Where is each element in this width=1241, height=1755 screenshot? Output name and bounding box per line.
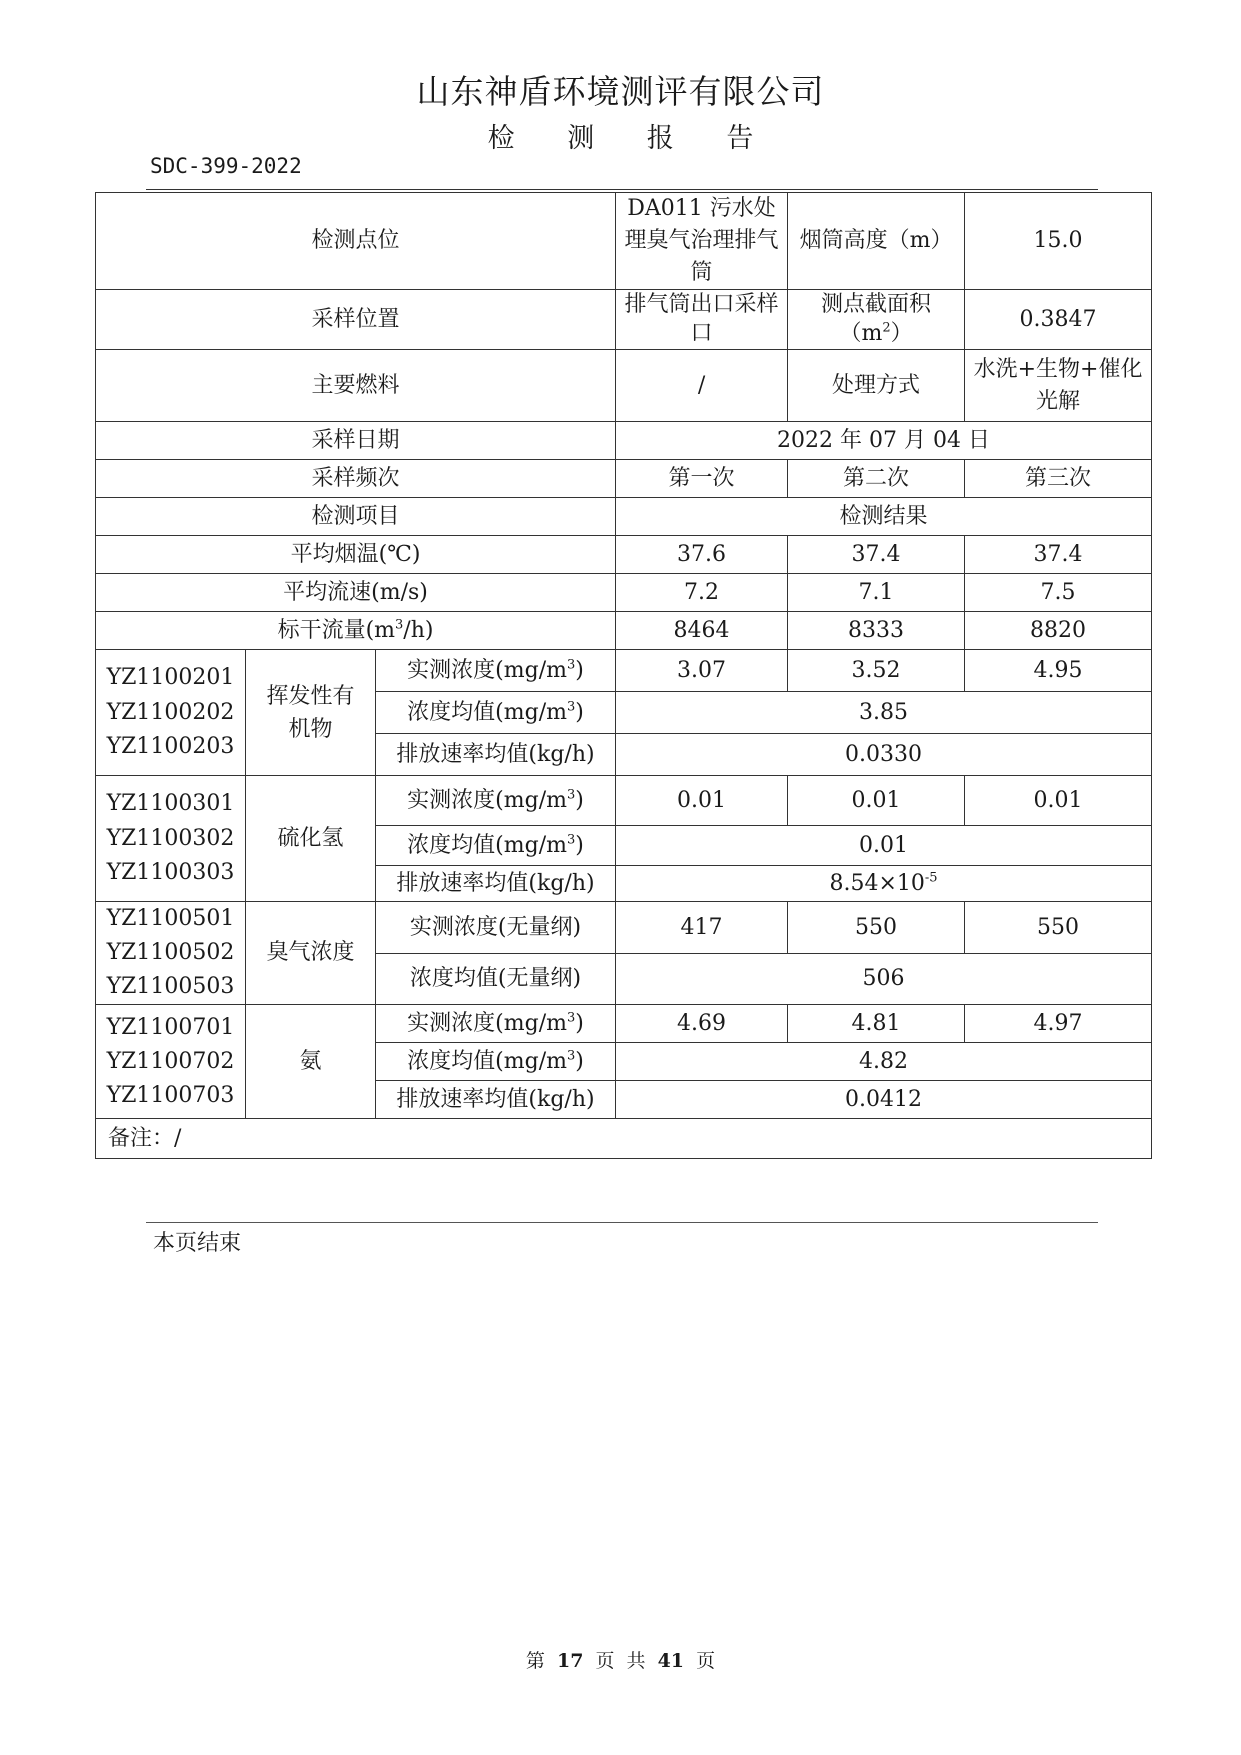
h2s-rate-label: 排放速率均值(kg/h) (376, 866, 616, 902)
freq-2: 第二次 (788, 460, 965, 498)
stack-height-label: 烟筒高度（m） (788, 193, 965, 290)
current-page: 17 (556, 1650, 584, 1672)
odor-name: 臭气浓度 (246, 902, 376, 1005)
nh3-measured-label: 实测浓度$(mg/m^3)$ (376, 1005, 616, 1043)
voc-avg: 3.85 (616, 692, 1152, 734)
fuel-label: 主要燃料 (96, 350, 616, 422)
h2s-codes: YZ1100301 YZ1100302 YZ1100303 (96, 776, 246, 902)
speed-2: 7.1 (788, 574, 965, 612)
table-row (96, 574, 1152, 612)
h2s-avg-label: 浓度均值$(mg/m^3)$ (376, 826, 616, 866)
point-label: 检测点位 (96, 193, 616, 290)
h2s-measured-3: 0.01 (965, 776, 1152, 826)
table-row (96, 350, 1152, 422)
area-label: 测点截面积$(m^2)$ (788, 289, 965, 349)
voc-name: 挥发性有机物 (246, 650, 376, 776)
fuel-value: / (616, 350, 788, 422)
flow-3: 8820 (965, 612, 1152, 650)
area-value: 0.3847 (965, 289, 1152, 349)
odor-measured-1: 417 (616, 902, 788, 954)
speed-1: 7.2 (616, 574, 788, 612)
temp-3: 37.4 (965, 536, 1152, 574)
table-row (96, 289, 1152, 349)
point-value: DA011 污水处理臭气治理排气筒 (616, 193, 788, 290)
treatment-value: 水洗+生物+催化光解 (965, 350, 1152, 422)
date-label: 采样日期 (96, 422, 616, 460)
h2s-rate: $8.54\times 10^{-5}$ (616, 866, 1152, 902)
total-pages: 41 (657, 1650, 685, 1672)
odor-measured-3: 550 (965, 902, 1152, 954)
table-row (96, 536, 1152, 574)
table-row (96, 902, 1152, 954)
table-row (96, 193, 1152, 290)
h2s-name: 硫化氢 (246, 776, 376, 902)
position-value: 排气筒出口采样口 (616, 289, 788, 349)
company-name: 山东神盾环境测评有限公司 (416, 72, 825, 111)
freq-1: 第一次 (616, 460, 788, 498)
position-label: 采样位置 (96, 289, 616, 349)
table-row (96, 422, 1152, 460)
odor-avg: 506 (616, 953, 1152, 1005)
nh3-codes: YZ1100701 YZ1100702 YZ1100703 (96, 1005, 246, 1119)
h2s-measured-2: 0.01 (788, 776, 965, 826)
odor-measured-2: 550 (788, 902, 965, 954)
footer-divider (146, 1222, 1098, 1223)
nh3-rate-label: 排放速率均值(kg/h) (376, 1081, 616, 1119)
table-row (96, 1005, 1152, 1043)
nh3-name: 氨 (246, 1005, 376, 1119)
nh3-measured-3: 4.97 (965, 1005, 1152, 1043)
h2s-measured-label: 实测浓度$(mg/m^3)$ (376, 776, 616, 826)
table-row (96, 1119, 1152, 1159)
voc-avg-label: 浓度均值$(mg/m^3)$ (376, 692, 616, 734)
table-row (96, 460, 1152, 498)
table-row (96, 650, 1152, 692)
flow-2: 8333 (788, 612, 965, 650)
freq-3: 第三次 (965, 460, 1152, 498)
freq-label: 采样频次 (96, 460, 616, 498)
voc-measured-3: 4.95 (965, 650, 1152, 692)
remark: 备注：/ (96, 1119, 1152, 1159)
item-label: 检测项目 (96, 498, 616, 536)
voc-rate: 0.0330 (616, 734, 1152, 776)
date-value: 2022 年 07 月 04 日 (616, 422, 1152, 460)
report-number: SDC-399-2022 (150, 154, 302, 178)
nh3-avg: 4.82 (616, 1043, 1152, 1081)
odor-codes: YZ1100501 YZ1100502 YZ1100503 (96, 902, 246, 1005)
odor-measured-label: 实测浓度(无量纲) (376, 902, 616, 954)
voc-measured-2: 3.52 (788, 650, 965, 692)
h2s-avg: 0.01 (616, 826, 1152, 866)
odor-avg-label: 浓度均值(无量纲) (376, 953, 616, 1005)
result-label: 检测结果 (616, 498, 1152, 536)
report-title: 检 测 报 告 (487, 123, 776, 154)
flow-label: 标干流量$(m^3/h)$ (96, 612, 616, 650)
table-row (96, 498, 1152, 536)
test-results-table (95, 192, 1152, 1159)
voc-measured-1: 3.07 (616, 650, 788, 692)
nh3-avg-label: 浓度均值$(mg/m^3)$ (376, 1043, 616, 1081)
page-number: 第 17 页 共 41 页 (525, 1650, 716, 1672)
voc-measured-label: 实测浓度$(mg/m^3)$ (376, 650, 616, 692)
temp-label: 平均烟温(℃) (96, 536, 616, 574)
voc-codes: YZ1100201 YZ1100202 YZ1100203 (96, 650, 246, 776)
page-end-note: 本页结束 (153, 1231, 242, 1256)
treatment-label: 处理方式 (788, 350, 965, 422)
header-divider (146, 189, 1098, 190)
nh3-measured-2: 4.81 (788, 1005, 965, 1043)
voc-rate-label: 排放速率均值(kg/h) (376, 734, 616, 776)
h2s-measured-1: 0.01 (616, 776, 788, 826)
temp-2: 37.4 (788, 536, 965, 574)
nh3-measured-1: 4.69 (616, 1005, 788, 1043)
flow-1: 8464 (616, 612, 788, 650)
table-row (96, 612, 1152, 650)
table-row (96, 776, 1152, 826)
speed-3: 7.5 (965, 574, 1152, 612)
speed-label: 平均流速(m/s) (96, 574, 616, 612)
temp-1: 37.6 (616, 536, 788, 574)
nh3-rate: 0.0412 (616, 1081, 1152, 1119)
stack-height-value: 15.0 (965, 193, 1152, 290)
